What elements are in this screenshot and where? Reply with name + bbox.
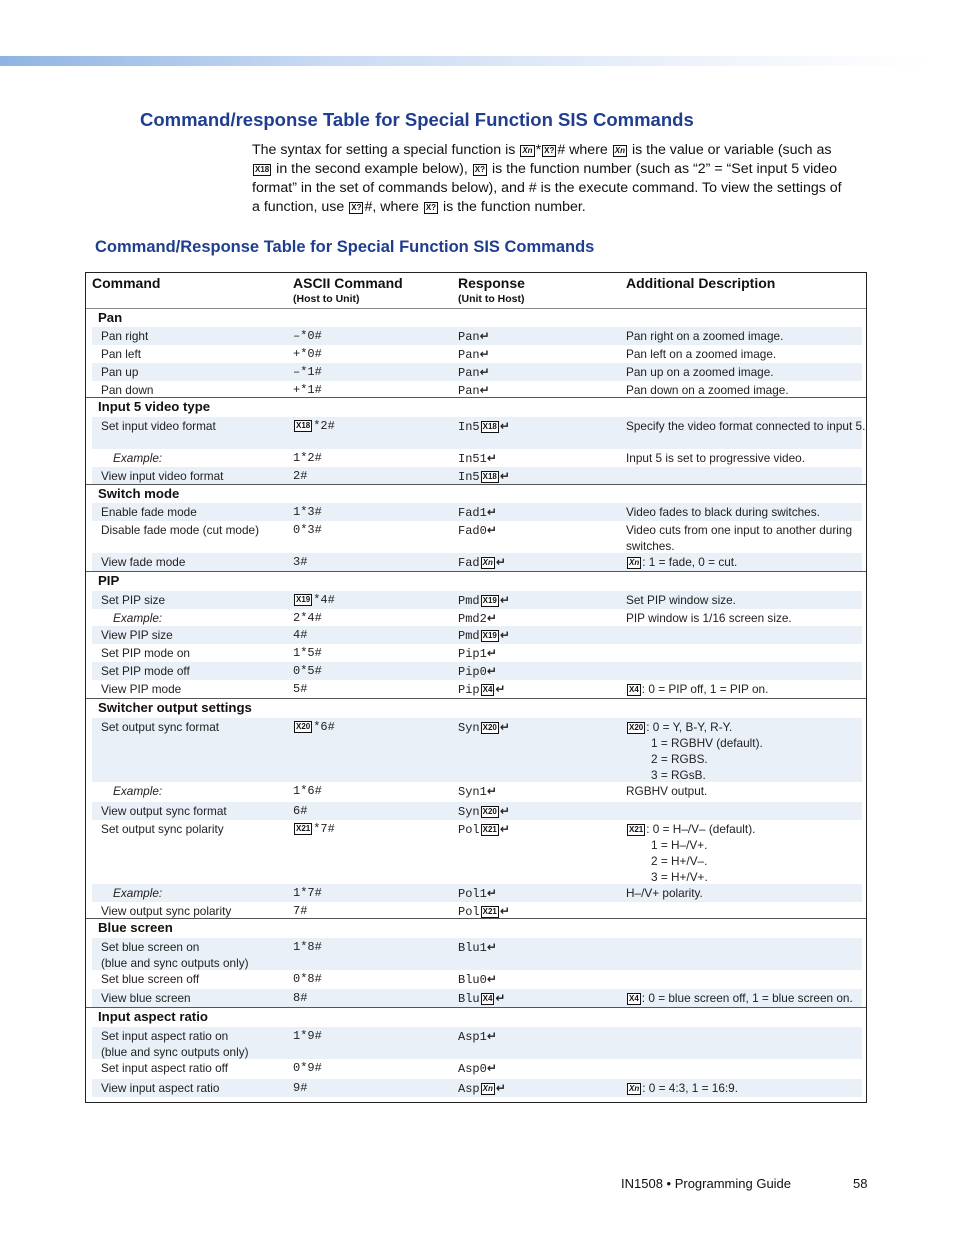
- table-row: [92, 820, 862, 884]
- cell-description: Input 5 is set to progressive video.: [626, 451, 806, 465]
- cell-response: Asp1↵: [458, 1029, 497, 1044]
- cell-description: PIP window is 1/16 screen size.: [626, 611, 792, 625]
- cell-command: Pan down: [101, 383, 154, 397]
- return-icon: ↵: [486, 972, 497, 986]
- var-x18-icon: X18: [255, 165, 270, 174]
- var-x20-icon: X20: [482, 723, 497, 732]
- table-row: [92, 1059, 862, 1079]
- cell-response: Pan↵: [458, 383, 490, 398]
- cell-command: View input video format: [101, 469, 224, 483]
- footer-doc-title: IN1508 • Programming Guide: [621, 1176, 792, 1191]
- table-row: [92, 521, 862, 553]
- cell-ascii-command: X20 *6#: [296, 720, 335, 734]
- cell-command: Set blue screen on (blue and sync outputs only): [101, 940, 249, 970]
- cell-command: Pan right: [101, 329, 149, 343]
- page-heading: Command/response Table for Special Function SIS Commands: [140, 109, 694, 130]
- cell-command: Set input video format: [101, 419, 216, 433]
- return-icon: ↵: [499, 419, 510, 433]
- cell-response: Fad0↵: [458, 523, 497, 538]
- table-row: [92, 417, 866, 449]
- command-table: [85, 272, 867, 1103]
- cell-ascii-command: 0*3#: [293, 523, 322, 537]
- page-footer: [621, 1176, 868, 1191]
- return-icon: ↵: [499, 593, 510, 607]
- var-x21-icon: X21: [482, 825, 497, 834]
- cell-response: Pip0↵: [458, 664, 497, 679]
- cell-response: Fad Xn ↵: [458, 555, 506, 570]
- cell-description: Video fades to black during switches.: [626, 505, 820, 519]
- var-x20-icon: X20: [296, 722, 311, 731]
- cell-response: Fad1↵: [458, 505, 497, 520]
- section-title-switcher: Switcher output settings: [98, 700, 252, 715]
- section-divider: [86, 397, 866, 398]
- cell-ascii-command: 9#: [293, 1081, 308, 1095]
- cell-command: Set input aspect ratio off: [101, 1061, 229, 1075]
- cell-command: View output sync polarity: [101, 904, 232, 918]
- cell-description: Pan up on a zoomed image.: [626, 365, 774, 379]
- cell-command: View output sync format: [101, 804, 227, 818]
- intro-text: is the function number (such as “2” = “Set input 5 video format” in the set of commands below), and # is the execute command. To view the settings of a function, use: [252, 161, 842, 215]
- var-x21-icon: X21: [482, 907, 497, 916]
- var-xn-icon: Xn: [629, 558, 640, 567]
- section-divider: [86, 571, 866, 572]
- cell-ascii-command: 4#: [293, 628, 308, 642]
- cell-command: Set PIP mode on: [101, 646, 190, 660]
- var-x21-icon: X21: [629, 825, 644, 834]
- cell-response: Pmd2↵: [458, 611, 497, 626]
- cell-description: Specify the video format connected to input 5.: [626, 419, 866, 433]
- return-icon: ↵: [479, 365, 490, 379]
- cell-response: Pan↵: [458, 347, 490, 362]
- cell-command: Enable fade mode: [101, 505, 197, 519]
- return-icon: ↵: [486, 505, 497, 519]
- cell-command: View PIP size: [101, 628, 173, 642]
- cell-response: Pip X4 ↵: [458, 682, 506, 697]
- section-title-blue: Blue screen: [98, 920, 173, 935]
- cell-description: Set PIP window size.: [626, 593, 736, 607]
- cell-ascii-command: –*1#: [293, 365, 322, 379]
- return-icon: ↵: [486, 451, 497, 465]
- cell-command: Set PIP size: [101, 593, 166, 607]
- cell-description: Pan right on a zoomed image.: [626, 329, 784, 343]
- cell-response: Pan↵: [458, 365, 490, 380]
- table-row: [92, 989, 862, 1008]
- cell-command: View input aspect ratio: [101, 1081, 220, 1095]
- cell-command: Set PIP mode off: [101, 664, 190, 678]
- cell-description: X20 : 0 = Y, B-Y, R-Y. 1 = RGBHV (default). 2 = RGBS. 3 = RGsB.: [629, 720, 763, 782]
- var-xn-icon: Xn: [614, 146, 625, 155]
- intro-text: in the second example below),: [272, 161, 472, 177]
- table-row: [92, 644, 862, 662]
- cell-response: Pmd X19 ↵: [458, 593, 510, 608]
- return-icon: ↵: [499, 804, 510, 818]
- table-row: [92, 802, 862, 820]
- cell-response: In5 X18 ↵: [458, 419, 510, 434]
- cell-command: Disable fade mode (cut mode): [101, 523, 260, 537]
- var-xn-icon: Xn: [522, 146, 533, 155]
- return-icon: ↵: [495, 682, 506, 696]
- table-row: [92, 591, 862, 609]
- return-icon: ↵: [486, 646, 497, 660]
- cell-ascii-command: 5#: [293, 682, 308, 696]
- cell-response: Blu0↵: [458, 972, 497, 987]
- cell-ascii-command: 2#: [293, 469, 308, 483]
- cell-response: Pol1↵: [458, 886, 497, 901]
- header-gradient-bar: [0, 56, 930, 66]
- cell-command: View fade mode: [101, 555, 186, 569]
- table-row: [92, 467, 862, 485]
- cell-command: Example:: [113, 784, 163, 798]
- return-icon: ↵: [499, 469, 510, 483]
- return-icon: ↵: [479, 347, 490, 361]
- table-row: [92, 662, 862, 680]
- var-x4-icon: X4: [629, 994, 639, 1003]
- col-header-response: Response (Unit to Host): [458, 275, 525, 305]
- var-x19-icon: X19: [482, 596, 497, 605]
- cell-response: Syn X20 ↵: [458, 804, 510, 819]
- table-title: Command/Response Table for Special Function SIS Commands: [95, 238, 595, 256]
- table-row: [92, 970, 862, 989]
- cell-ascii-command: 1*6#: [293, 784, 322, 798]
- var-xn-icon: Xn: [629, 1084, 640, 1093]
- section-title-pip: PIP: [98, 573, 120, 588]
- intro-paragraph: [252, 141, 852, 217]
- cell-command: View PIP mode: [101, 682, 182, 696]
- var-xn-icon: Xn: [482, 558, 493, 567]
- return-icon: ↵: [486, 1061, 497, 1075]
- cell-ascii-command: 1*2#: [293, 451, 322, 465]
- cell-ascii-command: X18 *2#: [296, 419, 335, 433]
- cell-ascii-command: 2*4#: [293, 611, 322, 625]
- var-xn-icon: Xn: [482, 1084, 493, 1093]
- cell-response: In5 X18 ↵: [458, 469, 510, 484]
- table-row: [92, 1079, 862, 1097]
- cell-description: Video cuts from one input to another during switches.: [626, 523, 853, 553]
- table-row: [92, 503, 862, 521]
- table-row: [92, 626, 862, 644]
- section-title-pan: Pan: [98, 310, 123, 325]
- col-header-command: Command: [92, 275, 161, 291]
- cell-ascii-command: 1*5#: [293, 646, 322, 660]
- return-icon: ↵: [479, 383, 490, 397]
- col-subheader-response: (Unit to Host): [458, 293, 525, 305]
- return-icon: ↵: [486, 886, 497, 900]
- var-xq-icon: X?: [544, 146, 555, 155]
- cell-ascii-command: 0*8#: [293, 972, 322, 986]
- intro-text: # where: [557, 142, 612, 158]
- cell-ascii-command: 0*5#: [293, 664, 322, 678]
- cell-ascii-command: +*0#: [293, 347, 322, 361]
- cell-response: Asp Xn ↵: [458, 1081, 506, 1096]
- cell-description: X21 : 0 = H–/V– (default). 1 = H–/V+. 2 = H+/V–. 3 = H+/V+.: [629, 822, 756, 884]
- intro-text: The syntax for setting a special function is: [252, 142, 520, 158]
- cell-description: Xn : 0 = 4:3, 1 = 16:9.: [629, 1081, 738, 1095]
- return-icon: ↵: [486, 940, 497, 954]
- return-icon: ↵: [486, 664, 497, 678]
- cell-ascii-command: 3#: [293, 555, 308, 569]
- return-icon: ↵: [486, 523, 497, 537]
- table-header: [86, 273, 866, 309]
- table-row: [92, 553, 862, 571]
- cell-command: Set output sync format: [101, 720, 220, 734]
- return-icon: ↵: [486, 611, 497, 625]
- cell-response: Pip1↵: [458, 646, 497, 661]
- table-row: [92, 718, 862, 782]
- cell-response: Syn X20 ↵: [458, 720, 510, 735]
- var-x18-icon: X18: [482, 422, 497, 431]
- cell-ascii-command: X21 *7#: [296, 822, 335, 836]
- var-x19-icon: X19: [482, 631, 497, 640]
- cell-ascii-command: X19 *4#: [296, 593, 335, 607]
- cell-description: Pan down on a zoomed image.: [626, 383, 789, 397]
- cell-command: Pan up: [101, 365, 139, 379]
- var-x18-icon: X18: [296, 421, 311, 430]
- return-icon: ↵: [495, 1081, 506, 1095]
- col-subheader-ascii: (Host to Unit): [293, 293, 360, 305]
- cell-ascii-command: 1*8#: [293, 940, 322, 954]
- cell-command: Set output sync polarity: [101, 822, 224, 836]
- section-title-input5: Input 5 video type: [98, 399, 211, 414]
- return-icon: ↵: [495, 555, 506, 569]
- table-row: [92, 1027, 862, 1059]
- return-icon: ↵: [499, 628, 510, 642]
- var-xq-icon: X?: [425, 203, 437, 212]
- return-icon: ↵: [499, 822, 510, 836]
- var-x20-icon: X20: [629, 723, 644, 732]
- var-x4-icon: X4: [482, 685, 493, 694]
- var-x4-icon: X4: [629, 685, 639, 694]
- table-row: [92, 884, 862, 902]
- cell-command: Example:: [113, 611, 163, 625]
- section-divider: [86, 918, 866, 919]
- intro-text: is the value or variable (such as: [628, 142, 832, 158]
- cell-description: X4 : 0 = PIP off, 1 = PIP on.: [629, 682, 769, 696]
- var-x18-icon: X18: [482, 472, 497, 481]
- cell-ascii-command: 1*7#: [293, 886, 322, 900]
- cell-response: Pol X21 ↵: [458, 822, 510, 837]
- table-row: [92, 609, 862, 627]
- cell-ascii-command: 6#: [293, 804, 308, 818]
- section-title-aspect: Input aspect ratio: [98, 1009, 208, 1024]
- var-x21-icon: X21: [296, 824, 311, 833]
- table-row: [92, 782, 862, 802]
- cell-command: Pan left: [101, 347, 142, 361]
- cell-response: Blu1↵: [458, 940, 497, 955]
- table-row: [92, 449, 862, 467]
- cell-ascii-command: 7#: [293, 904, 308, 918]
- cell-command: Example:: [113, 451, 163, 465]
- cell-ascii-command: 1*9#: [293, 1029, 322, 1043]
- section-divider: [86, 698, 866, 699]
- cell-response: Asp0↵: [458, 1061, 497, 1076]
- intro-text: *: [535, 142, 542, 158]
- cell-description: RGBHV output.: [626, 784, 708, 798]
- cell-command: View blue screen: [101, 991, 191, 1005]
- section-divider: [86, 484, 866, 485]
- cell-response: In51↵: [458, 451, 497, 466]
- var-x20-icon: X20: [482, 807, 497, 816]
- intro-text: is the function number.: [439, 199, 586, 215]
- cell-ascii-command: 0*9#: [293, 1061, 322, 1075]
- cell-command: Set input aspect ratio on (blue and sync outputs only): [101, 1029, 249, 1059]
- cell-command: Set blue screen off: [101, 972, 200, 986]
- cell-command: Example:: [113, 886, 163, 900]
- return-icon: ↵: [486, 1029, 497, 1043]
- table-row: [92, 327, 862, 345]
- cell-ascii-command: +*1#: [293, 383, 322, 397]
- cell-response: Pmd X19 ↵: [458, 628, 510, 643]
- var-xq-icon: X?: [351, 203, 362, 212]
- var-xq-icon: X?: [474, 165, 485, 174]
- cell-ascii-command: 1*3#: [293, 505, 322, 519]
- return-icon: ↵: [495, 991, 506, 1005]
- table-row: [92, 363, 862, 381]
- table-row: [92, 680, 862, 698]
- return-icon: ↵: [499, 720, 510, 734]
- col-header-description: Additional Description: [626, 275, 776, 291]
- cell-description: Xn : 1 = fade, 0 = cut.: [629, 555, 738, 569]
- page-number: 58: [853, 1176, 868, 1191]
- var-x4-icon: X4: [482, 994, 493, 1003]
- cell-ascii-command: –*0#: [293, 329, 322, 343]
- cell-response: Pan↵: [458, 329, 490, 344]
- section-title-switch: Switch mode: [98, 486, 180, 501]
- table-row: [92, 345, 862, 363]
- cell-description: X4 : 0 = blue screen off, 1 = blue screen on.: [629, 991, 853, 1005]
- return-icon: ↵: [499, 904, 510, 918]
- cell-ascii-command: 8#: [293, 991, 308, 1005]
- col-header-ascii: ASCII Command (Host to Unit): [293, 275, 403, 305]
- return-icon: ↵: [479, 329, 490, 343]
- cell-response: Pol X21 ↵: [458, 904, 510, 919]
- cell-response: Blu X4 ↵: [458, 991, 506, 1006]
- intro-text: #, where: [364, 199, 423, 215]
- cell-description: H–/V+ polarity.: [626, 886, 703, 900]
- section-divider: [86, 1007, 866, 1008]
- cell-description: Pan left on a zoomed image.: [626, 347, 777, 361]
- table-row: [92, 938, 862, 970]
- cell-response: Syn1↵: [458, 784, 497, 799]
- return-icon: ↵: [486, 784, 497, 798]
- var-x19-icon: X19: [296, 595, 311, 604]
